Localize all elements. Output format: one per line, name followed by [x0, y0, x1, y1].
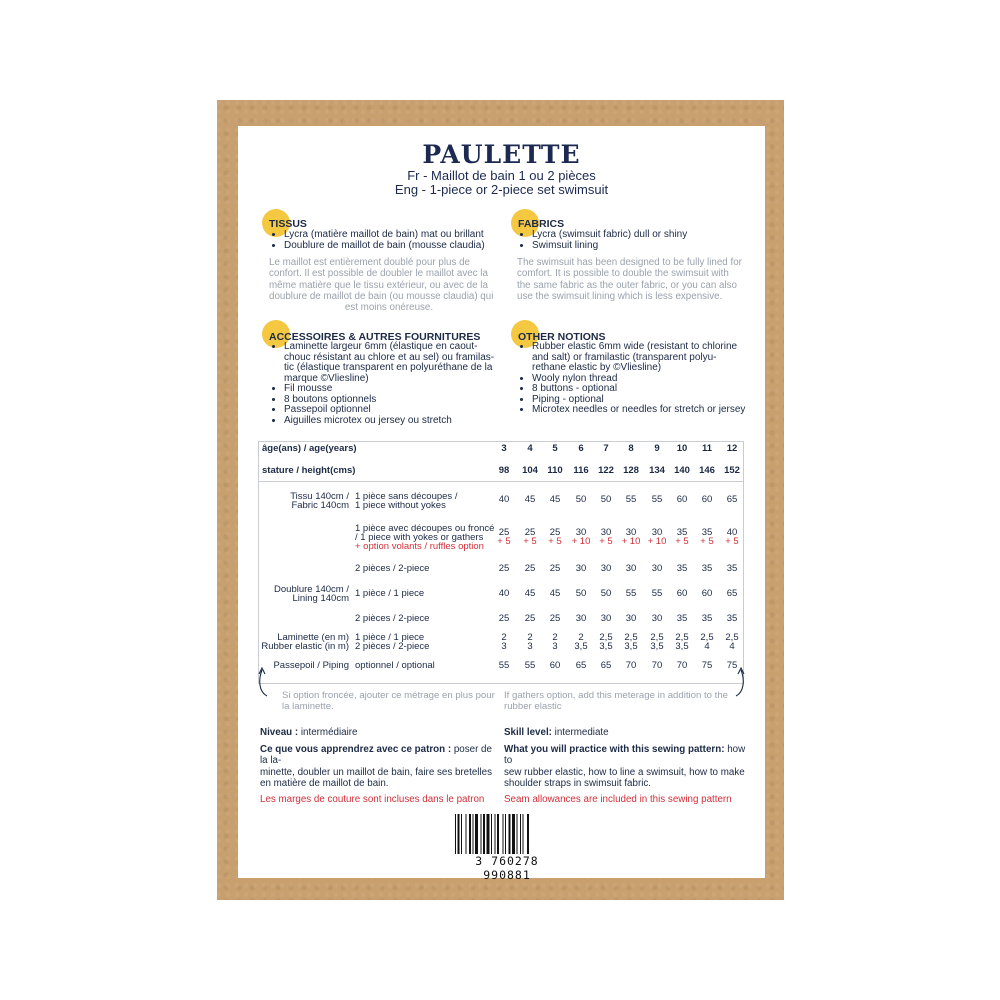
ruffles-extra-cell: + 5 — [700, 536, 714, 547]
table-cell: 2 — [501, 632, 507, 643]
table-cell: 35 — [701, 613, 713, 624]
table-cell: 2,5 — [725, 632, 739, 643]
ruffles-extra-cell: + 5 — [548, 536, 562, 547]
table-cell: 75 — [701, 660, 713, 671]
table-cell: 3,5 — [624, 641, 638, 652]
list-item: • Doublure de maillot de bain (mousse claudia) — [284, 241, 514, 252]
row-description: optionnel / optional — [355, 660, 435, 671]
row-description: 1 pièce avec découpes ou froncé — [355, 523, 495, 534]
ruffles-extra-cell: + 10 — [647, 536, 667, 547]
table-cell: 3,5 — [675, 641, 689, 652]
table-cell: 2,5 — [599, 632, 613, 643]
table-cell: 75 — [726, 660, 738, 671]
row-description: / 1 piece with yokes or gathers — [355, 532, 484, 543]
ruffles-extra-cell: + 5 — [725, 536, 739, 547]
table-cell: 55 — [498, 660, 510, 671]
table-cell: 40 — [498, 588, 510, 599]
table-cell: 30 — [651, 563, 663, 574]
piping-section-label: Passepoil / Piping — [273, 660, 349, 671]
ruffles-extra-cell: + 5 — [675, 536, 689, 547]
table-cell: 55 — [651, 588, 663, 599]
age-cell: 9 — [654, 443, 660, 454]
table-cell: 50 — [600, 494, 612, 505]
table-cell: 2,5 — [700, 632, 714, 643]
list-item: • Lycra (matière maillot de bain) mat ou brillant — [284, 230, 514, 241]
fabric-section-label: Fabric 140cm — [291, 500, 349, 511]
list-item: • Fil mousse — [284, 384, 514, 395]
height-cell: 110 — [547, 465, 563, 476]
age-cell: 4 — [527, 443, 533, 454]
table-cell: 35 — [676, 563, 688, 574]
height-cell: 134 — [649, 465, 665, 476]
table-cell: 25 — [524, 613, 536, 624]
pattern-title: PAULETTE — [422, 140, 581, 169]
table-cell: 55 — [651, 494, 663, 505]
age-cell: 8 — [628, 443, 634, 454]
table-cell: 3 — [527, 641, 533, 652]
en-notions-heading: OTHER NOTIONS — [518, 331, 606, 343]
table-cell: 2,5 — [650, 632, 664, 643]
height-cell: 128 — [623, 465, 639, 476]
table-cell: 55 — [625, 588, 637, 599]
fr-notions-list — [270, 342, 514, 426]
height-row-label: stature / height(cms) — [262, 465, 356, 476]
lining-section-label: Doublure 140cm / — [274, 584, 349, 595]
table-cell: 25 — [549, 613, 561, 624]
table-cell: 40 — [726, 527, 738, 538]
list-item: • 8 buttons - optional — [532, 384, 767, 395]
table-cell: 50 — [575, 494, 587, 505]
table-cell: 30 — [600, 613, 612, 624]
table-cell: 30 — [600, 527, 612, 538]
table-cell: 60 — [676, 588, 688, 599]
age-cell: 12 — [726, 443, 738, 454]
fr-seam-allowance-note: Les marges de couture sont incluses dans le patron — [260, 794, 485, 805]
table-cell: 55 — [625, 494, 637, 505]
table-cell: 30 — [651, 613, 663, 624]
table-cell: 30 — [625, 563, 637, 574]
table-cell: 35 — [726, 613, 738, 624]
table-cell: 3,5 — [574, 641, 588, 652]
age-cell: 6 — [578, 443, 584, 454]
table-cell: 30 — [625, 613, 637, 624]
table-cell: 60 — [549, 660, 561, 671]
table-cell: 30 — [575, 563, 587, 574]
table-cell: 55 — [524, 660, 536, 671]
fr-fabrics-list — [270, 230, 514, 251]
list-item: • Aiguilles microtex ou jersey ou stretch — [284, 416, 514, 427]
table-cell: 3 — [501, 641, 507, 652]
barcode-number: 3 760278 990881 — [475, 854, 539, 882]
fr-learning-text: Ce que vous apprendrez avec ce patron : poser de la la- minette, doubler un maillot de bain, faire ses bretelles en matière de maillot de bain. — [260, 744, 492, 789]
list-item: • Swimsuit lining — [532, 241, 762, 252]
table-cell: 2 — [578, 632, 584, 643]
list-item: • Piping - optional — [532, 395, 767, 406]
table-cell: 35 — [676, 613, 688, 624]
table-cell: 35 — [701, 563, 713, 574]
table-cell: 70 — [625, 660, 637, 671]
table-cell: 40 — [498, 494, 510, 505]
ruffles-extra-cell: + 5 — [599, 536, 613, 547]
table-cell: 35 — [676, 527, 688, 538]
age-cell: 5 — [552, 443, 558, 454]
table-cell: 45 — [524, 588, 536, 599]
table-cell: 60 — [701, 588, 713, 599]
table-cell: 25 — [549, 527, 561, 538]
table-cell: 2 — [552, 632, 558, 643]
fr-notions-heading: ACCESSOIRES & AUTRES FOURNITURES — [269, 331, 481, 343]
table-cell: 65 — [600, 660, 612, 671]
table-cell: 35 — [726, 563, 738, 574]
list-item: • Wooly nylon thread — [532, 374, 767, 385]
row-description: 1 piece without yokes — [355, 500, 446, 511]
ruffles-extra-cell: + 10 — [571, 536, 591, 547]
en-fabrics-list — [518, 230, 762, 251]
age-cell: 11 — [701, 443, 713, 454]
height-cell: 152 — [724, 465, 740, 476]
list-item: • Microtex needles or needles for stretch or jersey — [532, 405, 767, 416]
row-description-ruffles: + option volants / ruffles option — [355, 541, 484, 552]
table-cell: 25 — [498, 527, 510, 538]
table-cell: 3 — [552, 641, 558, 652]
fr-fabrics-paragraph: Le maillot est entièrement doublé pour plus de confort. Il est possible de doubler le maillot avec la même matière que le tissu extérieur, ou avec de la doublure de maillot de bain (ou mousse claudia) qui est moins onéreuse. — [269, 257, 494, 314]
table-cell: 65 — [726, 588, 738, 599]
fabric-section-label: Tissu 140cm / — [290, 491, 349, 502]
age-cell: 7 — [603, 443, 609, 454]
table-cell: 45 — [549, 494, 561, 505]
en-learning-text: What you will practice with this sewing pattern: how to sew rubber elastic, how to line a swimsuit, how to make shoulder straps in swimsuit fabric. — [504, 744, 746, 789]
table-cell: 30 — [625, 527, 637, 538]
table-cell: 45 — [524, 494, 536, 505]
en-fabrics-heading: FABRICS — [518, 218, 565, 230]
age-cell: 3 — [501, 443, 507, 454]
list-item: • 8 boutons optionnels — [284, 395, 514, 406]
table-cell: 25 — [549, 563, 561, 574]
table-cell: 70 — [676, 660, 688, 671]
ruffles-extra-cell: + 10 — [621, 536, 641, 547]
subtitle-fr: Fr - Maillot de bain 1 ou 2 pièces — [407, 168, 596, 183]
table-cell: 60 — [676, 494, 688, 505]
table-cell: 65 — [726, 494, 738, 505]
row-description: 2 pièces / 2-piece — [355, 641, 430, 652]
row-description: 2 pièces / 2-piece — [355, 563, 430, 574]
table-cell: 50 — [600, 588, 612, 599]
row-description: 1 pièce sans découpes / — [355, 491, 458, 502]
list-item: • Passepoil optionnel — [284, 405, 514, 416]
row-description: 2 pièces / 2-piece — [355, 613, 430, 624]
en-seam-allowance-note: Seam allowances are included in this sewing pattern — [504, 794, 732, 805]
curved-arrow-icon — [256, 664, 272, 698]
table-cell: 30 — [651, 527, 663, 538]
table-cell: 4 — [729, 641, 735, 652]
height-cell: 146 — [699, 465, 715, 476]
fr-skill-level: Niveau : intermédiaire — [260, 727, 358, 738]
en-footnote: If gathers option, add this meterage in addition to the rubber elastic — [504, 690, 729, 712]
table-header-divider — [258, 481, 744, 482]
table-cell: 3,5 — [650, 641, 664, 652]
en-notions-list — [518, 342, 767, 416]
height-cell: 140 — [674, 465, 690, 476]
fr-fabrics-heading: TISSUS — [269, 218, 307, 230]
table-cell: 2,5 — [675, 632, 689, 643]
list-item: • Laminette largeur 6mm (élastique en caout- chouc résistant au chlore et au sel) ou framilas- tic (élastique transparent en polyuréthane de la marque ©Vliesline) — [284, 342, 514, 384]
table-cell: 2,5 — [624, 632, 638, 643]
table-cell: 50 — [575, 588, 587, 599]
table-cell: 3,5 — [599, 641, 613, 652]
table-cell: 2 — [527, 632, 533, 643]
ruffles-extra-cell: + 5 — [523, 536, 537, 547]
height-cell: 98 — [498, 465, 510, 476]
row-description: 1 pièce / 1 piece — [355, 588, 425, 599]
table-cell: 65 — [575, 660, 587, 671]
ruffles-extra-cell: + 5 — [497, 536, 511, 547]
table-cell: 30 — [575, 527, 587, 538]
age-row-label: âge(ans) / age(years) — [262, 443, 357, 454]
elastic-section-label: Laminette (en m) — [277, 632, 349, 643]
list-item: • Rubber elastic 6mm wide (resistant to chlorine and salt) or framilastic (transparent polyu- rethane elastic by ©Vliesline) — [532, 342, 767, 374]
elastic-section-label: Rubber elastic (in m) — [261, 641, 349, 652]
en-fabrics-paragraph: The swimsuit has been designed to be fully lined for comfort. It is possible to double the swimsuit with the same fabric as the outer fabric, or you can also use the swimsuit lining which is less expensive. — [517, 257, 742, 302]
row-description: 1 pièce / 1 piece — [355, 632, 425, 643]
pattern-label-sheet — [238, 126, 765, 882]
table-cell: 25 — [524, 563, 536, 574]
table-cell: 60 — [701, 494, 713, 505]
table-cell: 45 — [549, 588, 561, 599]
height-cell: 116 — [573, 465, 589, 476]
subtitle-en: Eng - 1-piece or 2-piece set swimsuit — [394, 182, 609, 197]
age-cell: 10 — [676, 443, 688, 454]
en-skill-level: Skill level: intermediate — [504, 727, 609, 738]
list-item: • Lycra (swimsuit fabric) dull or shiny — [532, 230, 762, 241]
table-cell: 25 — [524, 527, 536, 538]
fr-footnote: Si option froncée, ajouter ce métrage en plus pour la laminette. — [282, 690, 495, 712]
table-cell: 25 — [498, 563, 510, 574]
table-cell: 70 — [651, 660, 663, 671]
table-cell: 25 — [498, 613, 510, 624]
table-cell: 35 — [701, 527, 713, 538]
height-cell: 104 — [522, 465, 538, 476]
table-cell: 30 — [600, 563, 612, 574]
lining-section-label: Lining 140cm — [292, 593, 349, 604]
table-cell: 4 — [704, 641, 710, 652]
height-cell: 122 — [598, 465, 614, 476]
barcode — [454, 814, 558, 854]
table-cell: 30 — [575, 613, 587, 624]
